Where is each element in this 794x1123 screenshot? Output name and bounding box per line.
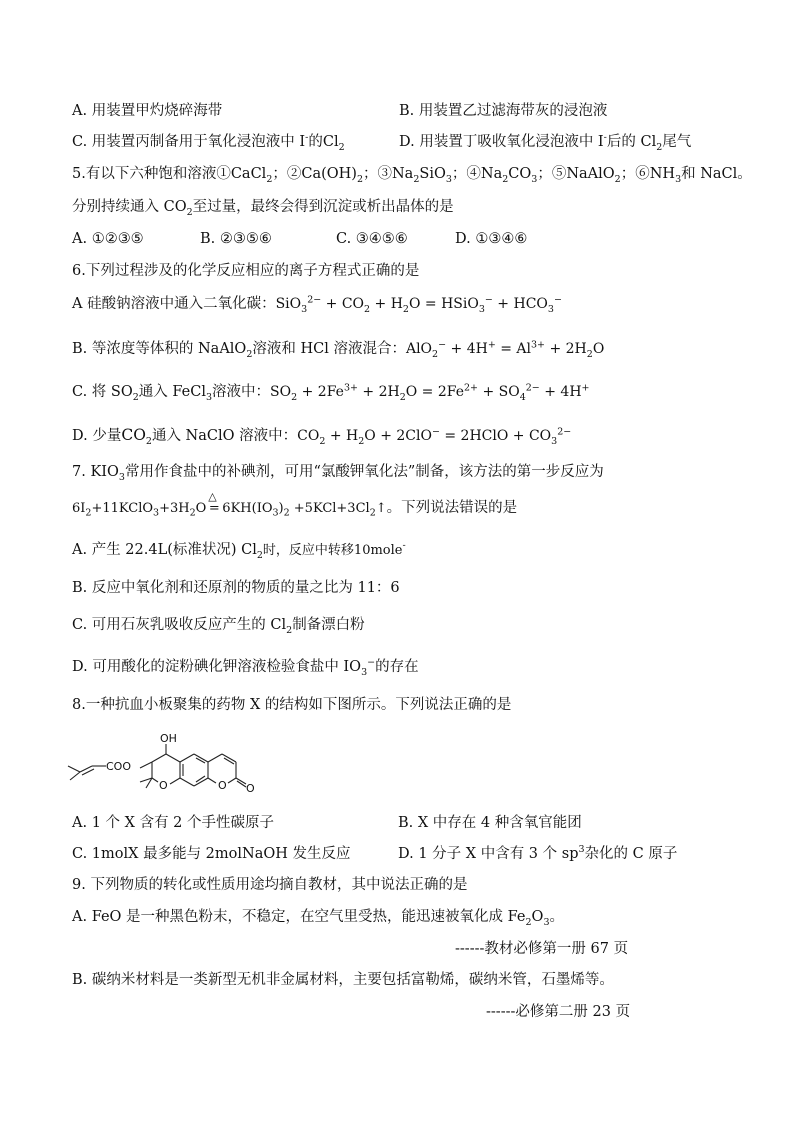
mol-oh-label: OH <box>160 732 177 745</box>
q9-option-b: B. 碳纳米材料是一类新型无机非金属材料，主要包括富勒烯，碳纳米管，石墨烯等。 <box>72 972 614 988</box>
q6-option-a: A 硅酸钠溶液中通入二氧化碳：$SiO_3^{2-} + CO_2 + H_2O$ = HSiO$_3$− + $HCO_3^-$ <box>72 294 562 315</box>
q4-option-b: B. 用装置乙过滤海带灰的浸泡液 <box>399 103 608 119</box>
q9-option-a: A. FeO 是一种黑色粉末，不稳定，在空气里受热，能迅速被氧化成 $Fe_2O_3$。 <box>72 909 564 928</box>
q6-option-c: C. 将 $SO_2$通入 FeCl$_3$溶液中：$SO_2 + 2Fe^{3+} + 2H_2O = 2Fe^{2+} + SO_4^{2-} + 4H^+$ <box>72 382 590 403</box>
q9-ref-a: ------教材必修第一册 67 页 <box>455 941 629 957</box>
q7-stem-line2: $6I_2+11KClO_3+3H_2O$ △ = $6KH(IO_3)_2$ $+5KCl+3Cl_2↑$。下列说法错误的是 <box>72 490 518 519</box>
mol-o-carbonyl: O <box>246 782 255 795</box>
q6-option-d: D. 少量$CO_2$通入 NaClO 溶液中：$CO_2 + H_2O + 2ClO^-$ = 2HClO + $CO_3^{2-}$ <box>72 426 572 447</box>
q7-option-c: C. 可用石灰乳吸收反应产生的 $Cl_2$制备漂白粉 <box>72 617 365 636</box>
q7-reaction-equation: $6I_2+11KClO_3+3H_2O$ △ = $6KH(IO_3)_2$ $+5KCl+3Cl_2↑$ <box>72 490 387 519</box>
q6-d-equation: $CO_2 + H_2O + 2ClO^-$ = 2HClO + $CO_3^{2-}$ <box>297 426 572 447</box>
q4-option-c: C. 用装置丙制备用于氧化浸泡液中 I-的$Cl_2$ <box>72 132 345 153</box>
q6-option-b: B. 等浓度等体积的 NaAlO$_2$溶液和 HCl 溶液混合：$AlO_2^- + 4H^+ = Al^{3+} + 2H_2O$ <box>72 339 605 360</box>
q6-stem: 6.下列过程涉及的化学反应相应的离子方程式正确的是 <box>72 263 420 279</box>
q4-option-d: D. 用装置丁吸收氧化浸泡液中 I-后的 $Cl_2$尾气 <box>399 132 692 153</box>
q7-option-d: D. 可用酸化的淀粉碘化钾溶液检验食盐中 $IO_3^-$的存在 <box>72 657 419 678</box>
q8-stem: 8.一种抗血小板聚集的药物 X 的结构如下图所示。下列说法正确的是 <box>72 697 512 713</box>
q5-stem-line1: 5.有以下六种饱和溶液①CaCl$_2$；$②Ca(OH)_2$；$③Na_2SiO_3$；$④Na_2CO_3$；⑤NaAlO$_2$；$⑥NH_3$和 NaCl。 <box>72 166 752 185</box>
q5-option-b: B. ②③⑤⑥ <box>200 231 272 247</box>
q8-option-d: D. 1 分子 X 中含有 3 个 $sp^3$杂化的 C 原子 <box>398 844 678 862</box>
q7-stem-line1: 7. $KIO_3$常用作食盐中的补碘剂，可用“氯酸钾氧化法”制备，该方法的第一步反应为 <box>72 464 604 483</box>
q9-ref-b: ------必修第二册 23 页 <box>486 1004 631 1020</box>
q7-option-a: A. 产生 22.4L(标准状况) $Cl_2$时，反应中转移10mole- <box>72 540 406 561</box>
q5-stem-line2: 分别持续通入 $CO_2$至过量，最终会得到沉淀或析出晶体的是 <box>72 199 454 218</box>
molecule-structure-x <box>66 732 266 802</box>
q4-option-a: A. 用装置甲灼烧碎海带 <box>72 103 223 119</box>
q9-stem: 9. 下列物质的转化或性质用途均摘自教材，其中说法正确的是 <box>72 877 468 893</box>
q7-option-b: B. 反应中氧化剂和还原剂的物质的量之比为 11：6 <box>72 580 400 596</box>
molecule-diagram <box>66 732 266 798</box>
q6-c-equation: $SO_2 + 2Fe^{3+} + 2H_2O = 2Fe^{2+} + SO_4^{2-} + 4H^+$ <box>270 382 590 403</box>
q5-option-a: A. ①②③⑤ <box>72 231 144 247</box>
q6-a-equation: $SiO_3^{2-} + CO_2 + H_2O$ = HSiO$_3$− + $HCO_3^-$ <box>275 294 562 315</box>
q8-option-b: B. X 中存在 4 种含氧官能团 <box>398 815 582 831</box>
q5-option-c: C. ③④⑤⑥ <box>336 231 408 247</box>
q8-option-c: C. 1molX 最多能与 2molNaOH 发生反应 <box>72 846 351 862</box>
mol-o-ring2: O <box>218 779 227 792</box>
q5-option-d: D. ①③④⑥ <box>455 231 528 247</box>
q8-option-a: A. 1 个 X 含有 2 个手性碳原子 <box>72 815 275 831</box>
mol-o-ring1: O <box>159 779 168 792</box>
q6-b-equation: $AlO_2^- + 4H^+ = Al^{3+} + 2H_2O$ <box>405 339 605 360</box>
mol-coo-label: COO <box>106 760 131 773</box>
